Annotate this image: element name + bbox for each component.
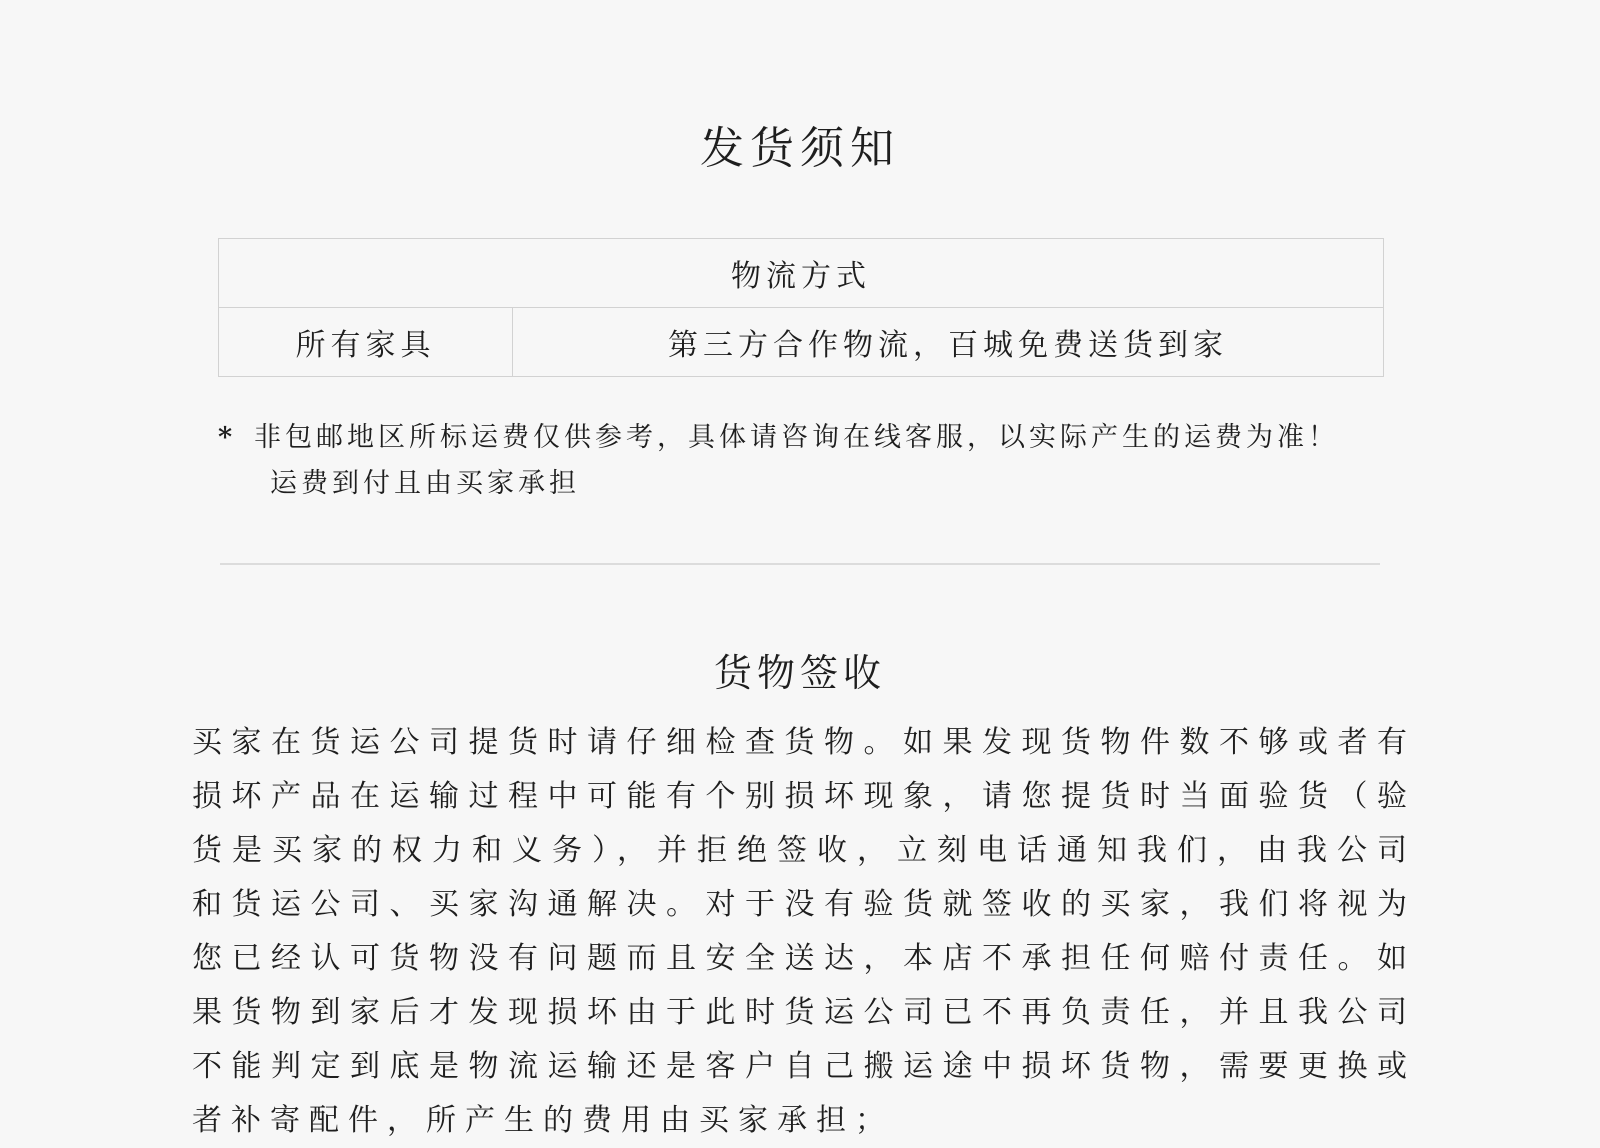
logistics-table bbox=[218, 238, 1384, 377]
table-header-row bbox=[219, 239, 1384, 308]
asterisk-marker: * bbox=[218, 422, 233, 453]
logistics-header: 物流方式 bbox=[219, 239, 1384, 308]
note-line-1: 非包邮地区所标运费仅供参考，具体请咨询在线客服，以实际产生的运费为准！ bbox=[254, 422, 1339, 453]
shipping-notice-title: 发货须知 bbox=[700, 123, 900, 174]
method-cell: 第三方合作物流，百城免费送货到家 bbox=[513, 308, 1384, 377]
shipping-fee-note bbox=[218, 415, 1398, 507]
goods-receipt-title: 货物签收 bbox=[713, 651, 886, 695]
note-line-2: 运费到付且由买家承担 bbox=[270, 468, 580, 499]
table-row bbox=[219, 308, 1384, 377]
goods-receipt-body: 买家在货运公司提货时请仔细检查货物。如果发现货物件数不够或者有损坏产品在运输过程中可能有个别损坏现象，请您提货时当面验货（验货是买家的权力和义务），并拒绝签收，立刻电话通知我们，由我公司和货运公司、买家沟通解决。对于没有验货就签收的买家，我们将视为您已经认可货物没有问题而且安全送达，本店不承担任何赔付责任。如果货物到家后才发现损坏由于此时货运公司已不再负责任，并且我公司不能判定到底是物流运输还是客户自己搬运途中损坏货物，需要更换或者补寄配件，所产生的费用由买家承担； bbox=[192, 725, 1416, 1138]
section-divider bbox=[220, 563, 1380, 565]
category-cell: 所有家具 bbox=[219, 308, 513, 377]
